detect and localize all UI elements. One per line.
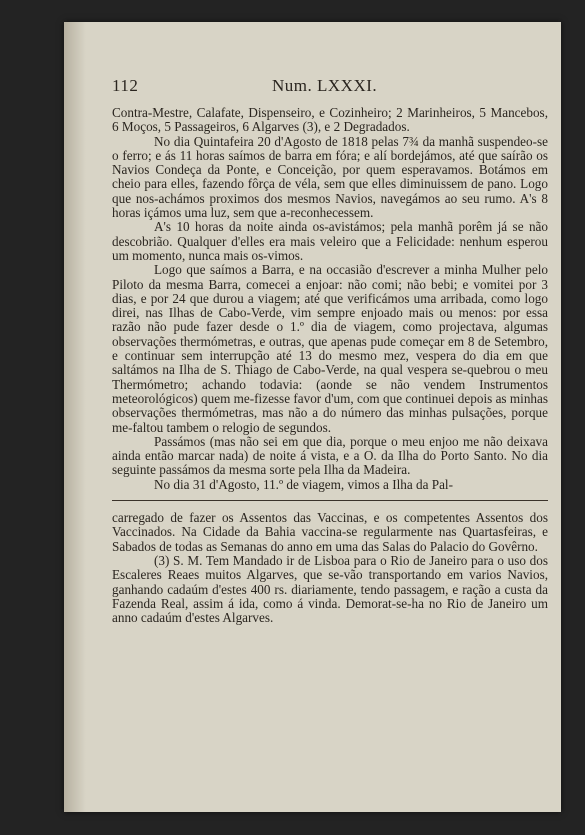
footnote-paragraph: carregado de fazer os Assentos das Vaccinas, e os competentes Assentos dos Vaccinados. Na Cidade da Bahia vaccina-se regularmente nas Quartasfeiras, e Sabados de todas as Semanas do anno em uma das Salas do Palacio do Govêrno. <box>112 510 548 554</box>
paragraph: No dia Quintafeira 20 d'Agosto de 1818 pelas 7¾ da manhã suspendeo-se o ferro; e ás 11 horas saímos de barra em fóra; e alí bordejámos, até que saírão os Navios Condeça da Ponte, e Conceição, por quem esperavamos. Botámos em cheio para elles, fazendo fôrça de véla, sem que elles diminuissem de pano. Logo que nos-achámos proximos dos mesmos Navios, navegámos ao seu rumo. A's 8 horas içámos uma luz, sem que a-reconhecessem. <box>112 133 548 221</box>
paragraph: Passámos (mas não sei em que dia, porque o meu enjoo me não deixava ainda então marcar nada) de noite á vista, e a O. da Ilha do Porto Santo. No dia seguinte passámos da mesma sorte pela Ilha da Madeira. <box>112 433 548 478</box>
paragraph: No dia 31 d'Agosto, 11.º de viagem, vimos a Ilha da Pal- <box>154 476 453 492</box>
page-content <box>112 76 548 625</box>
footnote-divider <box>112 500 548 501</box>
footnote-paragraph: (3) S. M. Tem Mandado ir de Lisboa para o Rio de Janeiro para o uso dos Escaleres Reaes muitos Algarves, que se-vão transportando em varios Navios, ganhando cadaúm d'estes 400 rs. diariamente, tendo passagem, e ração a custa da Fazenda Real, assim á ida, como á vinda. Demorat-se-ha no Rio de Janeiro um anno cadaúm d'estes Algarves. <box>112 552 548 626</box>
paragraph: Contra-Mestre, Calafate, Dispenseiro, e Cozinheiro; 2 Marinheiros, 5 Mancebos, 6 Moços, 5 Passageiros, 6 Algarves (3), e 2 Degradados. <box>112 105 548 135</box>
book-page <box>64 22 561 812</box>
main-text <box>112 106 548 492</box>
paragraph: Logo que saímos a Barra, e na occasião d'escrever a minha Mulher pelo Piloto da mesma Barra, comecei a enjoar: não comi; não bebi; e vomitei por 3 dias, e por 24 que durou a viagem; até que verificámos uma arribada, como logo direi, nas Ilhas de Cabo-Verde, vim sempre enjoado mais ou menos: por essa razão não pude fazer desde o 1.º dia de viagem, como projectava, algumas observações thermómetras, e outras, que apenas pude começar em 8 de Setembro, e continuar sem interrupção até 13 do mesmo mez, vespera do dia em que saltámos na Ilha de S. Thiago de Cabo-Verde, na qual vespera se-quebrou o meu Thermómetro; achando todavia: (aonde se não vendem Instrumentos meteorológicos) quem me-fizesse favor d'um, com que continuei depois as minhas observações thermómetras, mas não a do número das minhas pulsações, porque me-faltou tambem o relogio de segundos. <box>112 262 548 435</box>
page-header <box>112 76 548 106</box>
running-title: Num. LXXXI. <box>272 76 378 95</box>
paragraph: A's 10 horas da noite ainda os-avistámos; pela manhã porêm já se não descobrião. Qualquer d'elles era mais veleiro que a Felicidade: nenhum esperou um momento, nunca mais os-vimos. <box>112 219 548 263</box>
page-number: 112 <box>112 76 139 95</box>
footnotes <box>112 511 548 625</box>
